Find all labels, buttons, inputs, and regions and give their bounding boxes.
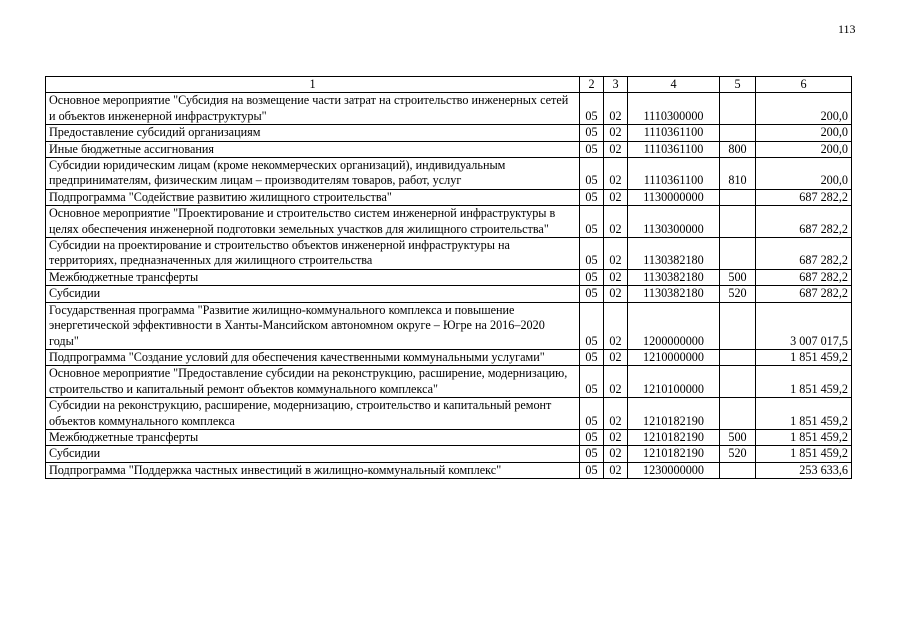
- row-name: Основное мероприятие "Субсидия на возмещение части затрат на строительство инженерных сетей и объектов инженерной инфраструктуры": [46, 93, 580, 125]
- row-name: Субсидии на проектирование и строительство объектов инженерной инфраструктуры на территориях, предназначенных для жилищного строительства: [46, 238, 580, 270]
- row-subsection: 02: [604, 398, 628, 430]
- row-expense-type: [720, 206, 756, 238]
- row-amount: 1 851 459,2: [756, 366, 852, 398]
- row-subsection: 02: [604, 238, 628, 270]
- row-amount: 253 633,6: [756, 462, 852, 478]
- row-amount: 1 851 459,2: [756, 349, 852, 365]
- row-name: Предоставление субсидий организациям: [46, 125, 580, 141]
- row-amount: 200,0: [756, 93, 852, 125]
- row-target-article: 1110361100: [628, 125, 720, 141]
- row-amount: 1 851 459,2: [756, 429, 852, 445]
- row-name: Государственная программа "Развитие жилищно-коммунального комплекса и повышение энергетической эффективности в Ханты-Мансийском автономном округе – Югре на 2016–2020 годы": [46, 302, 580, 349]
- row-expense-type: [720, 238, 756, 270]
- row-target-article: 1130382180: [628, 286, 720, 302]
- row-subsection: 02: [604, 93, 628, 125]
- row-name: Субсидии: [46, 446, 580, 462]
- row-amount: 687 282,2: [756, 269, 852, 285]
- column-header-4: 4: [628, 77, 720, 93]
- row-section: 05: [580, 158, 604, 190]
- row-target-article: 1130000000: [628, 189, 720, 205]
- row-target-article: 1110300000: [628, 93, 720, 125]
- row-expense-type: 800: [720, 141, 756, 157]
- row-target-article: 1110361100: [628, 141, 720, 157]
- row-subsection: 02: [604, 189, 628, 205]
- row-amount: 687 282,2: [756, 206, 852, 238]
- table-row: [46, 238, 852, 270]
- header-row: [46, 77, 852, 93]
- table-row: [46, 446, 852, 462]
- row-target-article: 1130300000: [628, 206, 720, 238]
- row-target-article: 1130382180: [628, 269, 720, 285]
- row-name: Подпрограмма "Создание условий для обеспечения качественными коммунальными услугами": [46, 349, 580, 365]
- row-section: 05: [580, 349, 604, 365]
- row-amount: 200,0: [756, 141, 852, 157]
- table-row: [46, 158, 852, 190]
- row-section: 05: [580, 366, 604, 398]
- row-section: 05: [580, 125, 604, 141]
- row-amount: 200,0: [756, 158, 852, 190]
- row-subsection: 02: [604, 446, 628, 462]
- row-section: 05: [580, 189, 604, 205]
- row-expense-type: 810: [720, 158, 756, 190]
- table-body: [46, 93, 852, 479]
- row-subsection: 02: [604, 269, 628, 285]
- row-name: Межбюджетные трансферты: [46, 429, 580, 445]
- row-section: 05: [580, 93, 604, 125]
- row-amount: 1 851 459,2: [756, 398, 852, 430]
- table-row: [46, 189, 852, 205]
- row-expense-type: [720, 189, 756, 205]
- row-target-article: 1210182190: [628, 446, 720, 462]
- row-amount: 687 282,2: [756, 286, 852, 302]
- row-expense-type: [720, 125, 756, 141]
- column-header-3: 3: [604, 77, 628, 93]
- row-target-article: 1210182190: [628, 398, 720, 430]
- row-section: 05: [580, 398, 604, 430]
- row-subsection: 02: [604, 141, 628, 157]
- row-name: Субсидии: [46, 286, 580, 302]
- table-row: [46, 366, 852, 398]
- row-amount: 1 851 459,2: [756, 446, 852, 462]
- row-subsection: 02: [604, 125, 628, 141]
- column-header-1: 1: [46, 77, 580, 93]
- row-subsection: 02: [604, 302, 628, 349]
- row-expense-type: [720, 462, 756, 478]
- row-name: Иные бюджетные ассигнования: [46, 141, 580, 157]
- row-name: Подпрограмма "Поддержка частных инвестиций в жилищно-коммунальный комплекс": [46, 462, 580, 478]
- row-expense-type: [720, 366, 756, 398]
- row-name: Подпрограмма "Содействие развитию жилищного строительства": [46, 189, 580, 205]
- budget-table: [45, 76, 852, 479]
- row-expense-type: 500: [720, 269, 756, 285]
- column-header-6: 6: [756, 77, 852, 93]
- row-name: Субсидии юридическим лицам (кроме некоммерческих организаций), индивидуальным предпринимателям, физическим лицам – производителям товаров, работ, услуг: [46, 158, 580, 190]
- row-name: Основное мероприятие "Проектирование и строительство систем инженерной инфраструктуры в целях обеспечения инженерной подготовки земельных участков для жилищного строительства": [46, 206, 580, 238]
- row-subsection: 02: [604, 462, 628, 478]
- table-row: [46, 125, 852, 141]
- row-expense-type: 520: [720, 446, 756, 462]
- row-amount: 3 007 017,5: [756, 302, 852, 349]
- row-expense-type: [720, 302, 756, 349]
- page-number: 113: [838, 22, 856, 36]
- row-target-article: 1210100000: [628, 366, 720, 398]
- column-header-2: 2: [580, 77, 604, 93]
- row-section: 05: [580, 429, 604, 445]
- row-name: Субсидии на реконструкцию, расширение, модернизацию, строительство и капитальный ремонт объектов коммунального комплекса: [46, 398, 580, 430]
- table-row: [46, 93, 852, 125]
- row-section: 05: [580, 446, 604, 462]
- row-section: 05: [580, 302, 604, 349]
- row-section: 05: [580, 269, 604, 285]
- table-row: [46, 349, 852, 365]
- row-target-article: 1210000000: [628, 349, 720, 365]
- column-header-5: 5: [720, 77, 756, 93]
- row-subsection: 02: [604, 286, 628, 302]
- row-name: Межбюджетные трансферты: [46, 269, 580, 285]
- table-row: [46, 398, 852, 430]
- row-target-article: 1130382180: [628, 238, 720, 270]
- row-target-article: 1210182190: [628, 429, 720, 445]
- table-row: [46, 302, 852, 349]
- row-subsection: 02: [604, 158, 628, 190]
- row-subsection: 02: [604, 366, 628, 398]
- table-row: [46, 429, 852, 445]
- row-expense-type: [720, 349, 756, 365]
- table-row: [46, 269, 852, 285]
- table-row: [46, 286, 852, 302]
- row-section: 05: [580, 462, 604, 478]
- row-target-article: 1200000000: [628, 302, 720, 349]
- row-section: 05: [580, 286, 604, 302]
- row-amount: 687 282,2: [756, 189, 852, 205]
- row-target-article: 1230000000: [628, 462, 720, 478]
- row-name: Основное мероприятие "Предоставление субсидии на реконструкцию, расширение, модернизацию, строительство и капитальный ремонт объектов коммунального комплекса": [46, 366, 580, 398]
- row-expense-type: 500: [720, 429, 756, 445]
- row-section: 05: [580, 141, 604, 157]
- row-expense-type: [720, 398, 756, 430]
- row-subsection: 02: [604, 429, 628, 445]
- row-expense-type: 520: [720, 286, 756, 302]
- row-amount: 687 282,2: [756, 238, 852, 270]
- row-amount: 200,0: [756, 125, 852, 141]
- table-row: [46, 462, 852, 478]
- row-section: 05: [580, 238, 604, 270]
- row-expense-type: [720, 93, 756, 125]
- row-target-article: 1110361100: [628, 158, 720, 190]
- table-row: [46, 141, 852, 157]
- row-subsection: 02: [604, 349, 628, 365]
- row-section: 05: [580, 206, 604, 238]
- row-subsection: 02: [604, 206, 628, 238]
- table-row: [46, 206, 852, 238]
